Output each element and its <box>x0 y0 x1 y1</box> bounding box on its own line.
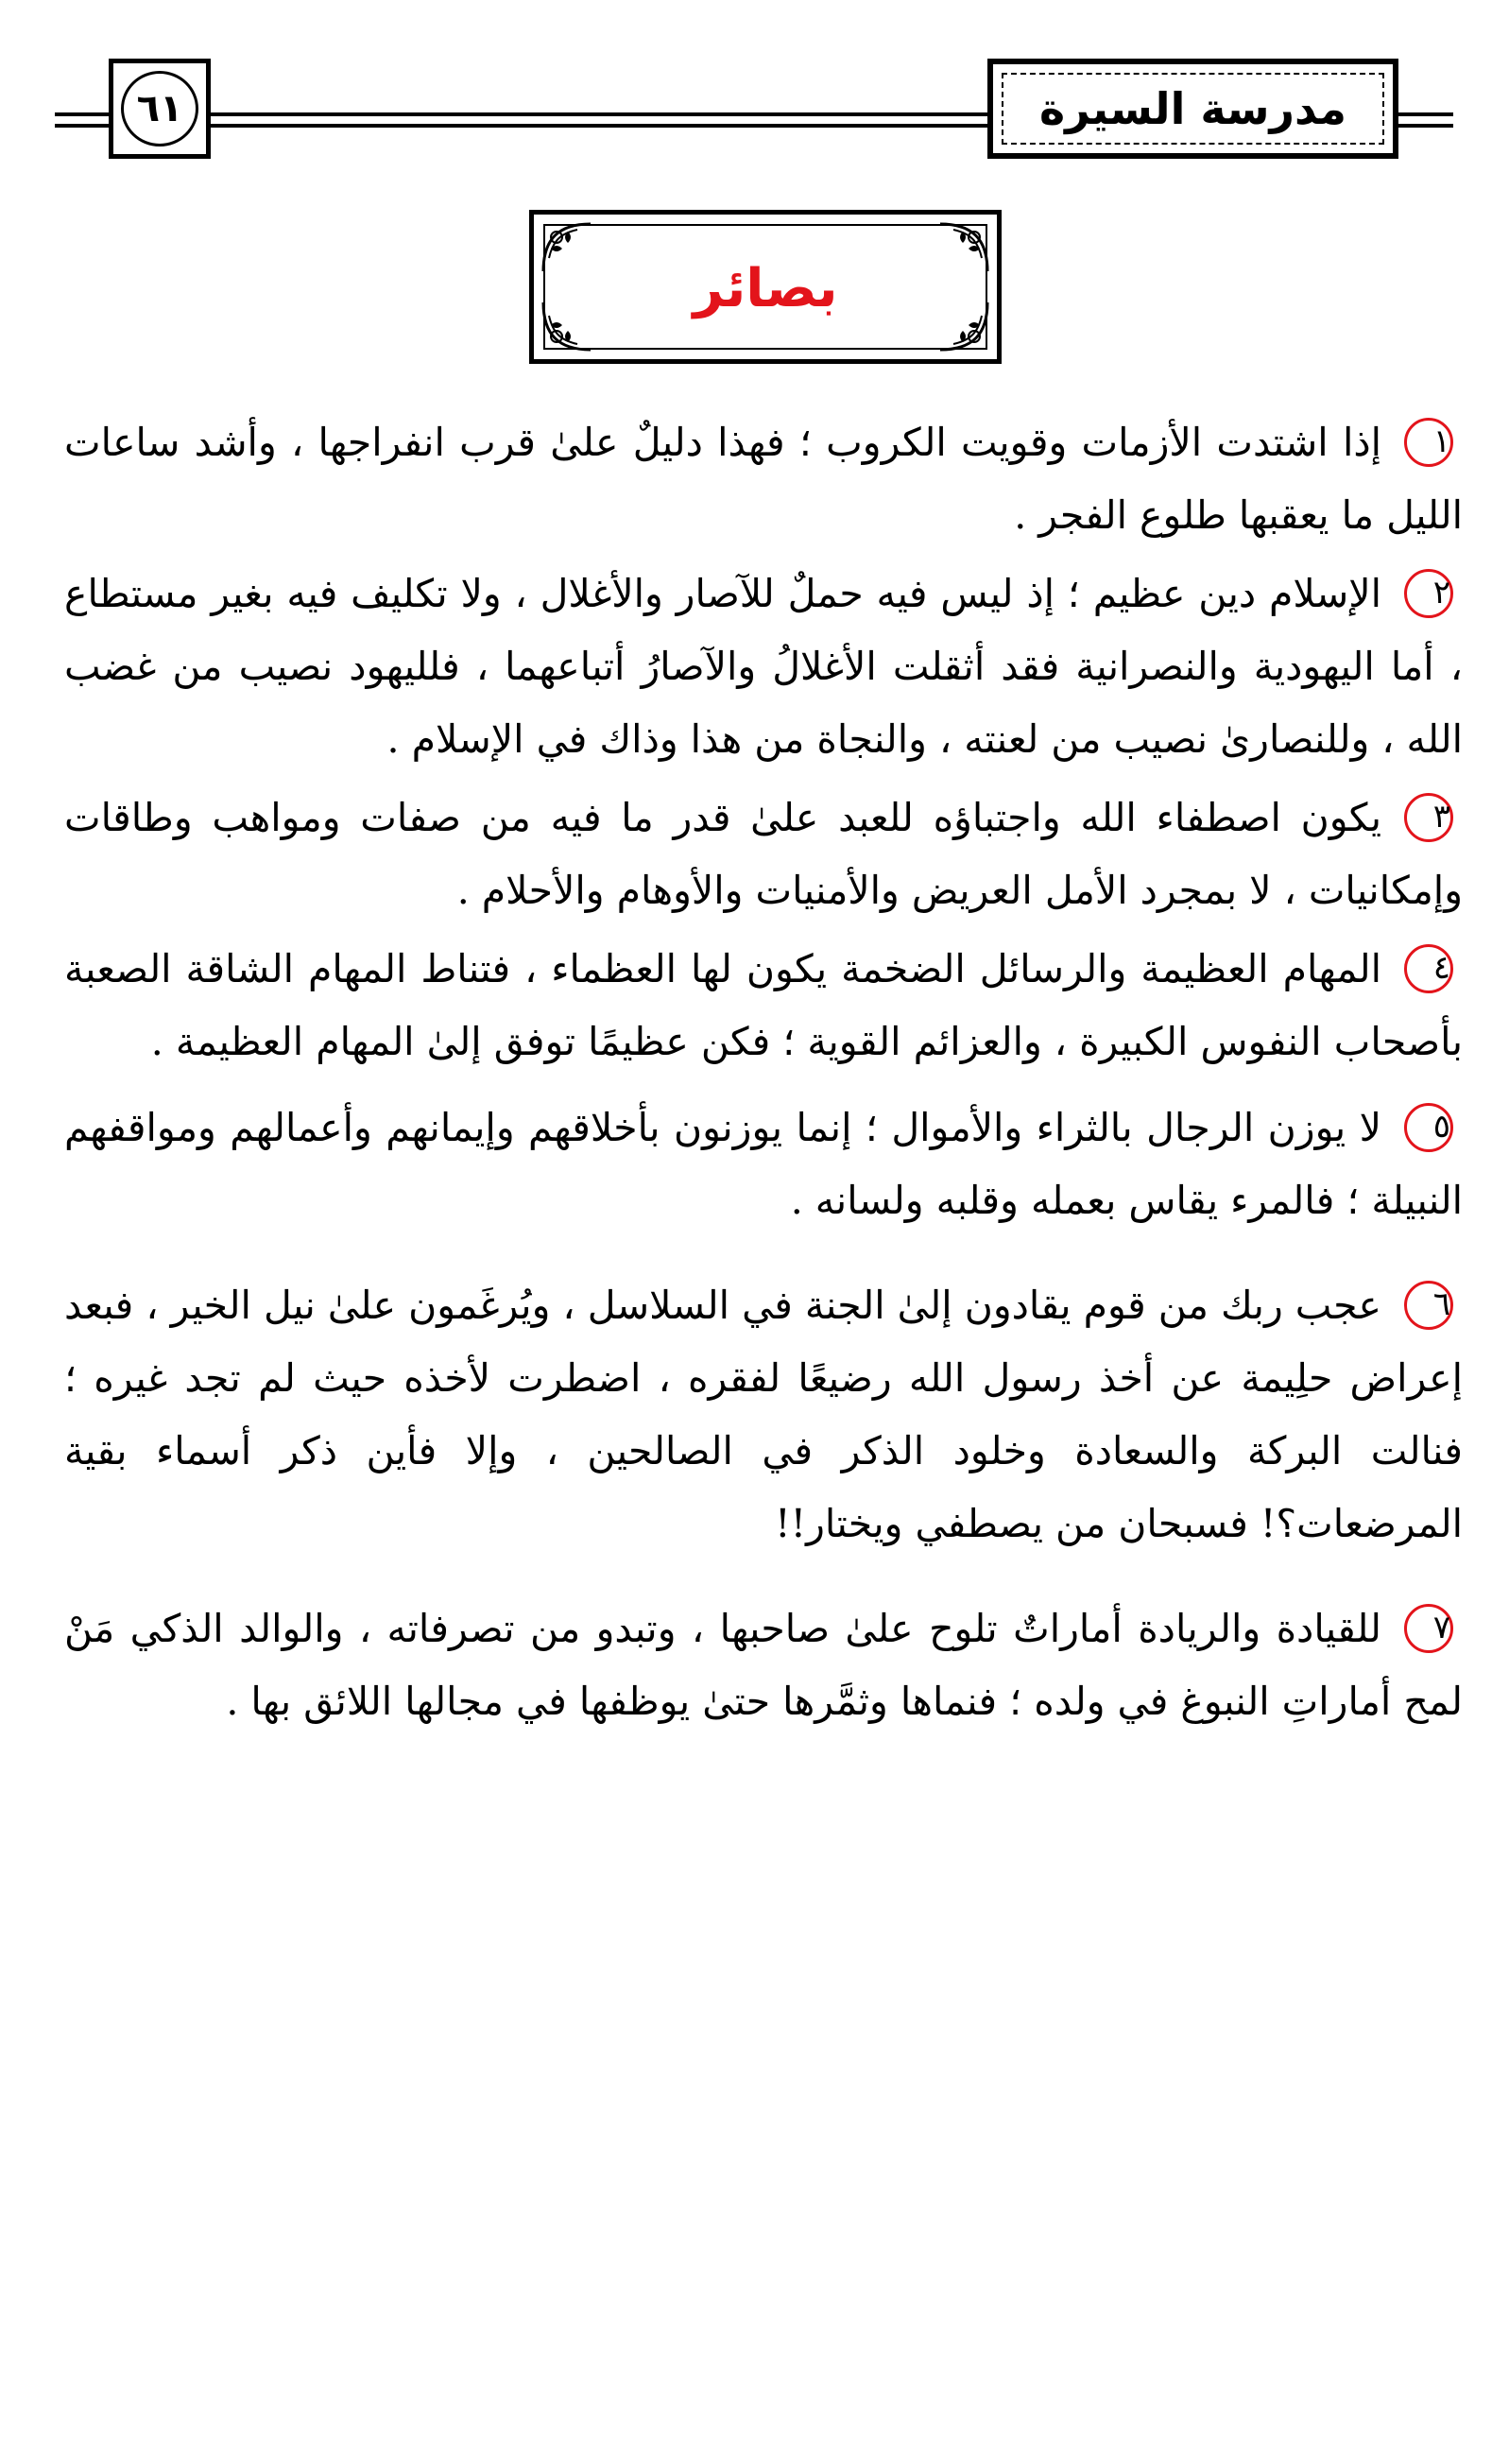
point-paragraph <box>64 782 1463 927</box>
point-number-badge: ٤ <box>1404 944 1453 993</box>
page-number-box <box>109 59 211 159</box>
section-title: بصائر <box>693 258 838 319</box>
series-title: مدرسة السيرة <box>1002 73 1384 145</box>
point-paragraph <box>64 1092 1463 1237</box>
point-number-badge: ٣ <box>1404 793 1453 842</box>
series-title-box <box>987 59 1398 159</box>
point-text: المهام العظيمة والرسائل الضخمة يكون لها العظماء ، فتناط المهام الشاقة الصعبة بأصحاب النفوس الكبيرة ، والعزائم القوية ؛ فكن عظيمًا توفق إلىٰ المهام العظيمة . <box>64 946 1463 1064</box>
point-paragraph <box>64 1269 1463 1560</box>
point-text: للقيادة والريادة أماراتٌ تلوح علىٰ صاحبها ، وتبدو من تصرفاته ، والوالد الذكي مَنْ لمح أماراتِ النبوغ في ولده ؛ فنماها وثمَّرها حتىٰ يوظفها في مجالها اللائق بها . <box>64 1606 1463 1724</box>
section-title-frame <box>529 210 1002 364</box>
main-content <box>64 406 1463 1738</box>
point-number-badge: ٧ <box>1404 1604 1453 1653</box>
point-paragraph <box>64 406 1463 552</box>
point-paragraph <box>64 933 1463 1078</box>
point-number-badge: ٥ <box>1404 1103 1453 1152</box>
point-paragraph <box>64 558 1463 776</box>
point-number-badge: ٦ <box>1404 1281 1453 1330</box>
point-text: إذا اشتدت الأزمات وقويت الكروب ؛ فهذا دليلٌ علىٰ قرب انفراجها ، وأشد ساعات الليل ما يعقبها طلوع الفجر . <box>64 420 1463 538</box>
page-number: ٦١ <box>121 71 198 146</box>
point-text: الإسلام دين عظيم ؛ إذ ليس فيه حملٌ للآصار والأغلال ، ولا تكليف فيه بغير مستطاع ، أما اليهودية والنصرانية فقد أثقلت الأغلالُ والآصارُ أتباعهما ، فلليهود نصيب من غضب الله ، وللنصارىٰ نصيب من لعنته ، والنجاة من هذا وذاك في الإسلام . <box>64 571 1463 762</box>
point-number-badge: ٢ <box>1404 569 1453 618</box>
point-paragraph <box>64 1593 1463 1738</box>
point-text: لا يوزن الرجال بالثراء والأموال ؛ إنما يوزنون بأخلاقهم وإيمانهم وأعمالهم ومواقفهم النبيلة ؛ فالمرء يقاس بعمله وقلبه ولسانه . <box>64 1105 1463 1223</box>
point-number-badge: ١ <box>1404 418 1453 467</box>
point-text: يكون اصطفاء الله واجتباؤه للعبد علىٰ قدر ما فيه من صفات ومواهب وطاقات وإمكانيات ، لا بمجرد الأمل العريض والأمنيات والأوهام والأحلام . <box>64 795 1463 913</box>
point-text: عجب ربك من قوم يقادون إلىٰ الجنة في السلاسل ، ويُرغَمون علىٰ نيل الخير ، فبعد إعراض حلِيمة عن أخذ رسول الله رضيعًا لفقره ، اضطرت لأخذه حيث لم تجد غيره ؛ فنالت البركة والسعادة وخلود الذكر في الصالحين ، وإلا فأين ذكر أسماء بقية المرضعات؟! فسبحان من يصطفي ويختار!! <box>64 1283 1463 1546</box>
